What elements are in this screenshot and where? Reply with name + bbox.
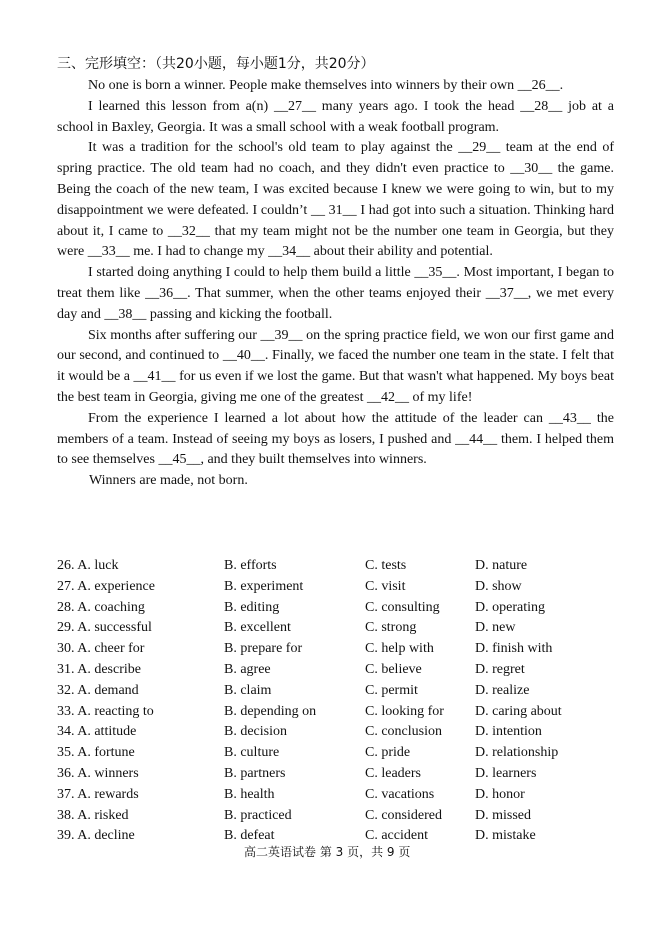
option-a: 39. A. decline bbox=[57, 828, 135, 844]
option-b: B. culture bbox=[224, 745, 280, 761]
cloze-passage bbox=[57, 76, 614, 492]
option-d: D. realize bbox=[475, 682, 530, 698]
option-b: B. depending on bbox=[224, 703, 317, 719]
option-a: 28. A. coaching bbox=[57, 599, 145, 615]
option-b: B. claim bbox=[224, 682, 272, 698]
option-b: B. experiment bbox=[224, 578, 304, 594]
option-c: C. vacations bbox=[365, 786, 435, 802]
option-b: B. editing bbox=[224, 599, 280, 615]
option-d: D. show bbox=[475, 578, 522, 594]
option-b: B. practiced bbox=[224, 807, 292, 823]
option-b: B. health bbox=[224, 786, 275, 802]
option-row bbox=[57, 702, 617, 723]
option-d: D. intention bbox=[475, 724, 542, 740]
option-row bbox=[57, 618, 617, 639]
option-a: 29. A. successful bbox=[57, 620, 152, 636]
passage-paragraph: It was a tradition for the school's old team to play against the __29__ team at the end of spring practice. The old team had no coach, and they didn't even practice to __30__ the game. Being the coach of the new team, I was excited because I knew we were going to win, but to my disappointment we were defeated. I couldn’t __ 31__ I had got into such a situation. Thinking hard about it, I came to __32__ that my team might not be the number one team in Georgia, but they were __33__ me. I had to change my __34__ about their ability and potential. bbox=[57, 140, 614, 260]
option-d: D. relationship bbox=[475, 745, 559, 761]
option-b: B. partners bbox=[224, 765, 286, 781]
passage-closing: Winners are made, not born. bbox=[89, 473, 248, 489]
option-a: 34. A. attitude bbox=[57, 724, 137, 740]
option-row bbox=[57, 660, 617, 681]
option-row bbox=[57, 556, 617, 577]
option-a: 33. A. reacting to bbox=[57, 703, 154, 719]
option-a: 38. A. risked bbox=[57, 807, 129, 823]
option-c: C. accident bbox=[365, 828, 428, 844]
option-a: 31. A. describe bbox=[57, 661, 141, 677]
option-a: 37. A. rewards bbox=[57, 786, 139, 802]
passage-paragraph: I learned this lesson from a(n) __27__ many years ago. I took the head __28__ job at a school in Baxley, Georgia. It was a small school with a weak football program. bbox=[57, 98, 614, 135]
passage-paragraph: I started doing anything I could to help them build a little __35__. Most important, I began to treat them like __36__. That summer, when the other teams enjoyed their __37__, we met every day and __38__ passing and kicking the football. bbox=[57, 265, 614, 322]
option-c: C. pride bbox=[365, 745, 411, 761]
option-row bbox=[57, 764, 617, 785]
option-b: B. agree bbox=[224, 661, 271, 677]
option-c: C. help with bbox=[365, 641, 434, 657]
option-c: C. believe bbox=[365, 661, 422, 677]
option-d: D. learners bbox=[475, 765, 537, 781]
option-row bbox=[57, 577, 617, 598]
option-a: 30. A. cheer for bbox=[57, 641, 145, 657]
passage-paragraph: From the experience I learned a lot about how the attitude of the leader can __43__ the members of a team. Instead of seeing my boys as losers, I pushed and __44__ them. I helped them to see themselves __45__, and they built themselves into winners. bbox=[57, 410, 614, 468]
option-c: C. considered bbox=[365, 807, 442, 823]
option-c: C. permit bbox=[365, 682, 418, 698]
option-d: D. finish with bbox=[475, 641, 553, 657]
answer-options bbox=[57, 556, 617, 847]
passage-paragraph: Six months after suffering our __39__ on the spring practice field, we won our first game and our second, and continued to __40__. Finally, we faced the number one team in the state. I felt that it would be a __41__ for us even if we lost the game. But that wasn't what happened. My boys beat the best team in Georgia, giving me one of the greatest __42__ of my life! bbox=[57, 327, 614, 405]
option-row bbox=[57, 743, 617, 764]
option-row bbox=[57, 722, 617, 743]
option-d: D. honor bbox=[475, 786, 525, 802]
option-d: D. regret bbox=[475, 661, 525, 677]
option-row bbox=[57, 806, 617, 827]
option-a: 26. A. luck bbox=[57, 558, 119, 573]
option-b: B. defeat bbox=[224, 828, 275, 844]
option-d: D. caring about bbox=[475, 703, 562, 719]
option-d: D. mistake bbox=[475, 828, 536, 844]
option-d: D. operating bbox=[475, 599, 545, 615]
option-row bbox=[57, 681, 617, 702]
option-row bbox=[57, 785, 617, 806]
option-d: D. new bbox=[475, 620, 516, 636]
option-c: C. conclusion bbox=[365, 724, 442, 740]
option-d: D. missed bbox=[475, 807, 531, 823]
option-a: 35. A. fortune bbox=[57, 745, 135, 761]
option-c: C. leaders bbox=[365, 765, 421, 781]
page-footer: 高二英语试卷 第 3 页，共 9 页 bbox=[244, 845, 411, 859]
option-a: 27. A. experience bbox=[57, 578, 155, 594]
option-b: B. decision bbox=[224, 724, 287, 740]
option-c: C. tests bbox=[365, 558, 407, 573]
option-c: C. visit bbox=[365, 578, 406, 594]
option-b: B. excellent bbox=[224, 620, 291, 636]
option-a: 36. A. winners bbox=[57, 765, 139, 781]
option-c: C. looking for bbox=[365, 703, 444, 719]
option-row bbox=[57, 639, 617, 660]
section-heading: 三、完形填空：（共20小题，每小题1分，共20分） bbox=[57, 56, 375, 72]
option-c: C. consulting bbox=[365, 599, 440, 615]
passage-paragraph: No one is born a winner. People make themselves into winners by their own __26__. bbox=[88, 78, 564, 93]
option-b: B. prepare for bbox=[224, 641, 303, 657]
option-row bbox=[57, 598, 617, 619]
option-b: B. efforts bbox=[224, 558, 277, 573]
option-d: D. nature bbox=[475, 558, 528, 573]
option-a: 32. A. demand bbox=[57, 682, 139, 698]
option-c: C. strong bbox=[365, 620, 417, 636]
